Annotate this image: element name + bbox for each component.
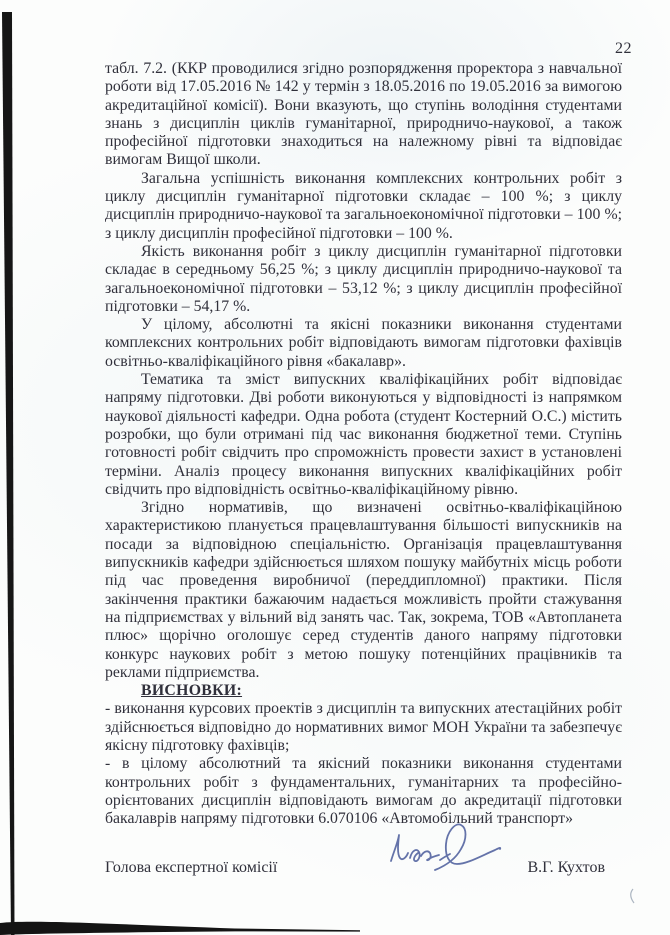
paragraph-overall-success: Загальна успішність виконання комплексних контрольних робіт з циклу дисциплін гуманітарної підготовки складає – 100 %; з циклу дисциплін природничо-наукової та загальноекономічної підготовки – 100 %; з циклу дисциплін професійної підготовки – 100 %. <box>105 169 622 242</box>
conclusion-item-1: - виконання курсових проектів з дисциплін та випускних атестаційних робіт здійснюється відповідно до нормативних вимог МОН України та забезпечує якісну підготовку фахівців; <box>105 700 622 754</box>
conclusions-heading: ВИСНОВКИ: <box>141 682 243 700</box>
paragraph-summary-bachelor: У цілому, абсолютні та якісні показники виконання студентами комплексних контрольних робіт відповідають вимогам підготовки фахівців освітньо-кваліфікаційного рівня «бакалавр». <box>105 316 622 370</box>
ink-smudge-mark <box>631 889 634 903</box>
paragraph-quality: Якість виконання робіт з циклу дисциплін гуманітарної підготовки складає в середньому 56,25 %; з циклу дисциплін природничо-наукової та загальноекономічної підготовки – 53,12 %; з циклу дисциплін професійної підготовки – 54,17 %. <box>105 242 622 315</box>
document-body <box>105 60 622 878</box>
handwritten-signature-icon <box>383 820 523 884</box>
paragraph-employment: Згідно нормативів, що визначені освітньо-кваліфікаційною характеристикою планується працевлаштування більшості випускників на посади за відповідною спеціальністю. Організація працевлаштування випускників кафедри здійснюється шляхом пошуку майбутніх місць роботи під час проведення виробничої (переддипломної) практики. Після закінчення практики бажаючим надається можливість пройти стажування на підприємствах у вільний від занять час. Так, зокрема, ТОВ «Автопланета плюс» щорічно оголошує серед студентів даного напряму підготовки конкурс наукових робіт з метою пошуку потенційних працівників та реклами підприємства. <box>105 499 622 681</box>
paragraph-thesis-topics: Тематика та зміст випускних кваліфікаційних робіт відповідає напряму підготовки. Дві роботи виконуються у відповідності із напрямком наукової діяльності кафедри. Одна робота (студент Костерний О.С.) містить розробки, що були отримані під час виконання бюджетної теми. Ступінь готовності робіт свідчить про спроможність провести захист в установлені терміни. Аналіз процесу виконання випускних кваліфікаційних робіт свідчить про відповідність освітньо-кваліфікаційному рівню. <box>105 371 622 498</box>
conclusion-item-2: - в цілому абсолютний та якісний показники виконання студентами контрольних робіт з фундаментальних, гуманітарних та професійно-орієнтованих дисциплін відповідають вимогам до акредитації підготовки бакалаврів напряму підготовки 6.070106 «Автомобільний транспорт» <box>105 755 622 828</box>
page-number: 22 <box>615 40 632 57</box>
signature-block <box>105 859 605 877</box>
signer-name: В.Г. Кухтов <box>527 859 605 877</box>
paragraph-continuation: табл. 7.2. (ККР проводилися згідно розпорядження проректора з навчальної роботи від 17.05.2016 № 142 у термін з 18.05.2016 по 19.05.2016 за вимогою акредитаційної комісії). Вони вказують, що ступінь володіння студентами знань з дисциплін циклів гуманітарної, природничо-наукової, а також професійної підготовки знаходиться на належному рівні та відповідає вимогам Вищої школи. <box>105 60 622 169</box>
signature-role-label: Голова експертної комісії <box>105 859 278 877</box>
scan-edge-left <box>2 12 15 935</box>
scan-edge-bottom <box>0 922 360 935</box>
